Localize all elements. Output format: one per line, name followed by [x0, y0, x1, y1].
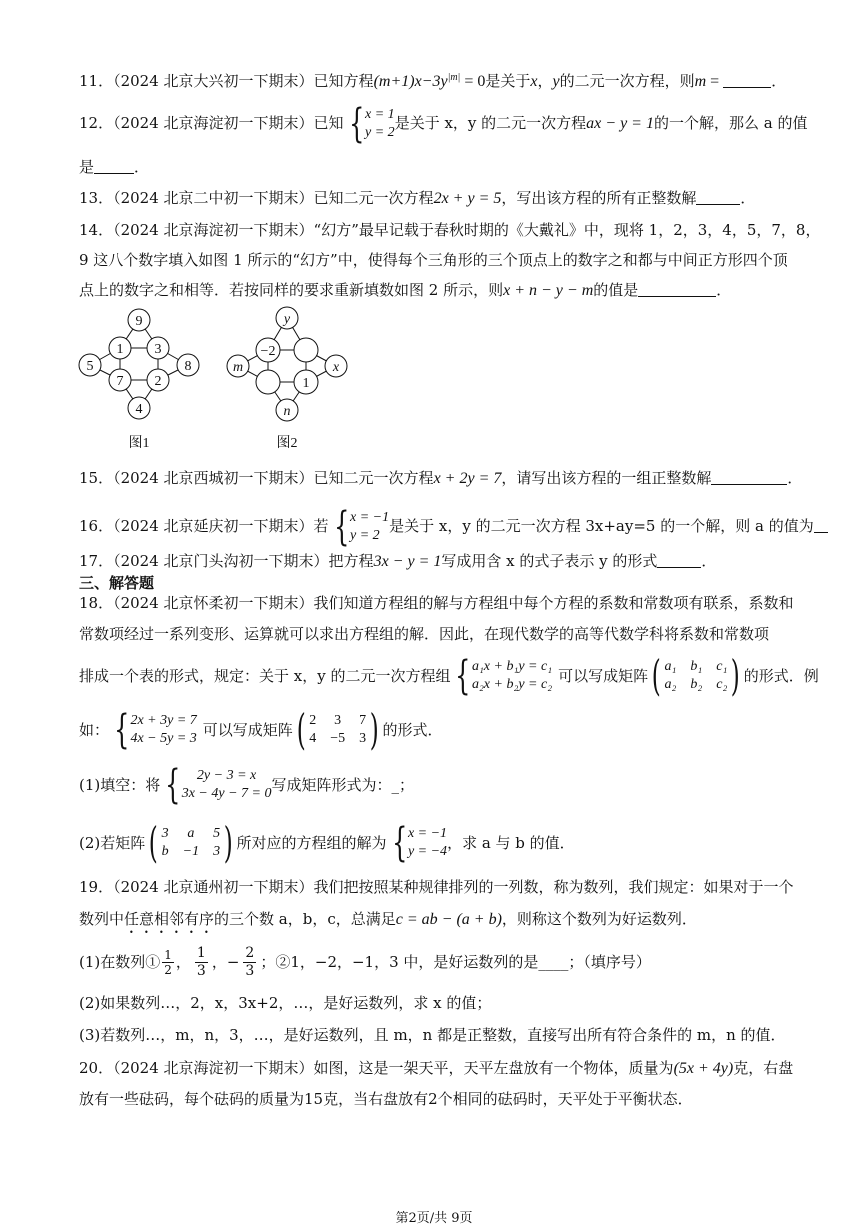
section-heading: 三、解答题	[79, 574, 155, 592]
question-text: (2)若矩阵	[79, 834, 146, 852]
answer-blank[interactable]	[814, 518, 828, 533]
question-text: ，写出该方程的所有正整数解	[501, 189, 697, 207]
numerator: 1	[196, 944, 206, 961]
question-source: （2024 北京延庆初一下期末）	[113, 517, 314, 535]
question-text: 如：	[79, 721, 110, 739]
system-row: x = −1	[407, 826, 448, 841]
right-paren: )	[223, 818, 233, 867]
question-text: 已知	[313, 114, 344, 132]
question-text: 9 这八个数字填入如图 1 所示的“幻方”中，使得每个三角形的三个顶点上的数字之和都与中间正方形四个顶	[79, 251, 788, 269]
question-text: 数列中	[79, 910, 125, 928]
question-source: （2024 北京怀柔初一下期末）	[113, 594, 314, 612]
matrix-entry: 3	[359, 731, 367, 746]
node-label: −2	[260, 344, 276, 359]
question-source: （2024 北京海淀初一下期末）	[113, 1059, 314, 1077]
node-label: n	[283, 404, 291, 419]
equals-sign: =	[706, 73, 724, 90]
question-text: 写成矩阵形式为：_；	[271, 776, 414, 794]
question-14-line3	[79, 280, 731, 301]
page-footer: 第2页/共 9页	[395, 1211, 473, 1226]
question-19	[79, 877, 794, 897]
question-18-line3	[79, 651, 819, 700]
figure-caption: 图1	[128, 436, 150, 451]
node-label: 5	[86, 359, 94, 374]
expression: (5x + 4y)	[673, 1060, 734, 1077]
fraction	[243, 945, 256, 980]
part2-matrix	[145, 818, 236, 867]
answer-blank[interactable]	[723, 73, 771, 88]
question-text: (1)填空：将	[79, 776, 161, 794]
emphasized-text: 任意相邻有序	[124, 910, 215, 928]
question-text: 是	[79, 158, 95, 176]
question-text: 可以写成矩阵	[558, 667, 649, 685]
question-text: (1)在数列①	[79, 953, 161, 971]
separator: ，	[537, 72, 553, 90]
matrix-entry: −5	[330, 731, 346, 746]
question-source: （2024 北京门头沟初一下期末）	[113, 552, 329, 570]
system-row: 4x − 5y = 3	[130, 731, 197, 746]
answer-blank[interactable]	[94, 159, 134, 174]
equation: x + 2y = 7	[433, 470, 502, 487]
period: ．	[740, 189, 756, 207]
question-number: 16．	[79, 517, 114, 535]
denominator: 3	[196, 962, 206, 979]
question-number: 14．	[79, 221, 114, 239]
equation: (m+1)x−3y	[373, 73, 448, 90]
period: ．	[771, 72, 787, 90]
denominator: 2	[164, 962, 172, 977]
question-text: 是关于 x，y 的二元一次方程 3x+ay=5 的一个解，则 a 的值为	[389, 517, 814, 535]
answer-blank[interactable]	[696, 190, 740, 205]
answer-blank[interactable]	[638, 282, 716, 297]
matrix-entry: 4	[309, 731, 317, 746]
numerator: 1	[164, 947, 172, 962]
formula: c = ab − (a + b)	[395, 911, 502, 928]
left-brace: {	[114, 707, 130, 753]
matrix-entry: b	[161, 844, 169, 859]
question-text: 所对应的方程组的解为	[236, 834, 387, 852]
matrix-entry: c₁	[716, 659, 728, 674]
question-18-line4	[79, 705, 443, 754]
node-label: 2	[154, 374, 162, 389]
fraction	[195, 945, 208, 980]
equation: 2x + y = 5	[433, 190, 502, 207]
question-text: 如图，这是一架天平，天平左盘放有一个物体，质量为	[313, 1059, 674, 1077]
question-text: ，则称这个数列为好运数列．	[501, 910, 697, 928]
question-text: 的形式．例	[743, 667, 819, 685]
question-text: ，请写出该方程的一组正整数解	[501, 469, 712, 487]
matrix-entry: −1	[182, 844, 200, 859]
node-label: 9	[135, 314, 143, 329]
general-system	[450, 653, 553, 699]
question-text: 放有一些砝码，每个砝码的质量为15克，当右盘放有2个相同的砝码时，天平处于平衡状态．	[79, 1090, 693, 1108]
part1-system	[160, 762, 272, 808]
separator: ，−	[211, 953, 240, 971]
system-row: x = 1	[365, 107, 395, 122]
node-label: 1	[302, 376, 310, 391]
question-source: （2024 北京通州初一下期末）	[113, 878, 314, 896]
left-brace: {	[348, 101, 364, 147]
question-text: 我们把按照某种规律排列的一列数，称为数列，我们规定：如果对于一个	[313, 878, 794, 896]
node-label: 8	[184, 359, 192, 374]
question-number: 20．	[79, 1059, 114, 1077]
system-row: x = −1	[350, 510, 390, 525]
variable-y: y	[552, 73, 560, 90]
question-text: 的形式．	[382, 721, 443, 739]
question-text: 的值是	[593, 281, 639, 299]
question-text: (3)若数列…，m，n，3，…，是好运数列，且 m，n 都是正整数，直接写出所有符合条件的 m，n 的值．	[79, 1026, 786, 1044]
equation: 3x − y = 1	[373, 553, 442, 570]
question-14	[79, 220, 820, 240]
matrix-entry: a	[187, 826, 195, 841]
system-row: y = 2	[350, 528, 380, 543]
question-text: ；②1，−2，−1，3 中，是好运数列的是____；（填序号）	[260, 953, 651, 971]
question-text: 的一个解，那么 a 的值	[653, 114, 808, 132]
matrix-entry: b₁	[690, 659, 703, 674]
question-text: 克，右盘	[733, 1059, 794, 1077]
equation: ax − y = 1	[586, 115, 654, 132]
example-matrix	[293, 705, 383, 754]
question-number: 13．	[79, 189, 114, 207]
question-17	[79, 551, 716, 572]
question-text: 把方程	[328, 552, 374, 570]
period: ．	[787, 469, 803, 487]
question-18-part1	[79, 762, 414, 808]
part2-solution-system	[387, 820, 448, 866]
question-text: 常数项经过一系列变形、运算就可以求出方程组的解．因此，在现代数学的高等代数学科将系数和常数项	[79, 625, 770, 643]
question-text: 已知二元一次方程	[313, 469, 434, 487]
question-number: 17．	[79, 552, 114, 570]
period: ．	[701, 552, 717, 570]
answer-blank[interactable]	[711, 470, 787, 485]
question-text: 已知方程	[313, 72, 374, 90]
matrix-entry: c₂	[716, 677, 728, 692]
numerator: 2	[245, 944, 255, 961]
question-text: 的三个数 a，b，c，总满足	[214, 910, 396, 928]
expression: x + n − y − m	[503, 282, 594, 299]
node-label: 1	[116, 342, 124, 357]
solution-system	[329, 504, 390, 550]
left-brace: {	[333, 504, 349, 550]
variable-m: m	[694, 73, 707, 90]
question-15	[79, 468, 802, 489]
question-text: ，求 a 与 b 的值．	[447, 834, 575, 852]
question-19-part1	[79, 942, 651, 982]
left-paren: (	[296, 705, 306, 754]
question-text: 是关于 x，y 的二元一次方程	[394, 114, 587, 132]
system-row: 3x − 4y − 7 = 0	[181, 786, 272, 801]
fraction	[162, 948, 174, 977]
matrix-entry: a₂	[664, 677, 677, 692]
system-row: 2x + 3y = 7	[130, 713, 197, 728]
node-circle	[256, 370, 280, 394]
question-number: 18．	[79, 594, 114, 612]
matrix-entry: 5	[213, 826, 221, 841]
question-text: “幻方”最早记载于春秋时期的《大戴礼》中，现将 1，2，3，4，5，7，8，	[313, 221, 821, 239]
left-brace: {	[455, 653, 471, 699]
system-row: y = −4	[407, 844, 448, 859]
question-source: （2024 北京大兴初一下期末）	[113, 72, 314, 90]
matrix-entry: 3	[161, 826, 169, 841]
general-matrix	[648, 651, 744, 700]
question-number: 15．	[79, 469, 114, 487]
equation-rhs: = 0	[460, 73, 486, 90]
left-brace: {	[391, 820, 407, 866]
question-text: 排成一个表的形式，规定：关于 x，y 的二元一次方程组	[79, 667, 451, 685]
question-11	[79, 68, 786, 92]
matrix-entry: 3	[213, 844, 221, 859]
question-text: 可以写成矩阵	[202, 721, 293, 739]
matrix-entry: 2	[309, 713, 317, 728]
right-paren: )	[369, 705, 379, 754]
question-number: 12．	[79, 114, 114, 132]
denominator: 3	[245, 962, 255, 979]
exponent: |m|	[447, 72, 461, 83]
question-text: 若	[313, 517, 329, 535]
question-text: 写成用含 x 的式子表示 y 的形式	[441, 552, 658, 570]
question-number: 19．	[79, 878, 114, 896]
system-row: a₂x + b₂y = c₂	[471, 677, 553, 692]
question-16	[79, 504, 828, 550]
matrix-entry: 7	[359, 713, 367, 728]
right-paren: )	[731, 651, 741, 700]
question-source: （2024 北京海淀初一下期末）	[113, 221, 314, 239]
solution-system	[344, 101, 395, 147]
node-label: 4	[135, 402, 143, 417]
matrix-entry: b₂	[690, 677, 703, 692]
question-13	[79, 188, 755, 209]
matrix-entry: 3	[334, 713, 342, 728]
left-paren: (	[148, 818, 158, 867]
node-label: 3	[154, 342, 162, 357]
question-source: （2024 北京二中初一下期末）	[113, 189, 314, 207]
node-circle	[294, 338, 318, 362]
question-text: 已知二元一次方程	[313, 189, 434, 207]
example-system	[109, 707, 197, 753]
question-text: 的二元一次方程，则	[559, 72, 695, 90]
node-label: y	[283, 312, 291, 327]
variable-x: x	[530, 73, 538, 90]
question-12	[79, 101, 808, 147]
period: ．	[716, 281, 732, 299]
answer-blank[interactable]	[657, 553, 701, 568]
system-row: a₁x + b₁y = c₁	[471, 659, 553, 674]
left-paren: (	[651, 651, 661, 700]
question-text: 是关于	[485, 72, 531, 90]
question-19-line2	[79, 909, 697, 937]
figure-caption: 图2	[276, 436, 298, 451]
question-text: (2)如果数列…，2，x，3x+2，…，是好运数列，求 x 的值；	[79, 994, 492, 1012]
magic-square-figures	[72, 305, 372, 455]
question-text: 我们知道方程组的解与方程组中每个方程的系数和常数项有联系，系数和	[313, 594, 794, 612]
question-12-cont	[79, 157, 149, 177]
question-20	[79, 1058, 793, 1079]
period: ．	[134, 158, 150, 176]
question-source: （2024 北京西城初一下期末）	[113, 469, 314, 487]
node-label: x	[332, 360, 340, 375]
node-label: m	[232, 360, 244, 375]
question-source: （2024 北京海淀初一下期末）	[113, 114, 314, 132]
matrix-entry: a₁	[664, 659, 677, 674]
question-18-part2	[79, 818, 575, 867]
separator: ，	[175, 953, 191, 971]
node-label: 7	[116, 374, 124, 389]
system-row: y = 2	[365, 125, 395, 140]
question-number: 11．	[79, 72, 114, 90]
left-brace: {	[165, 762, 181, 808]
question-text: 点上的数字之和相等．若按同样的要求重新填数如图 2 所示，则	[79, 281, 504, 299]
question-18	[79, 593, 794, 613]
system-row: 2y − 3 = x	[196, 768, 257, 783]
